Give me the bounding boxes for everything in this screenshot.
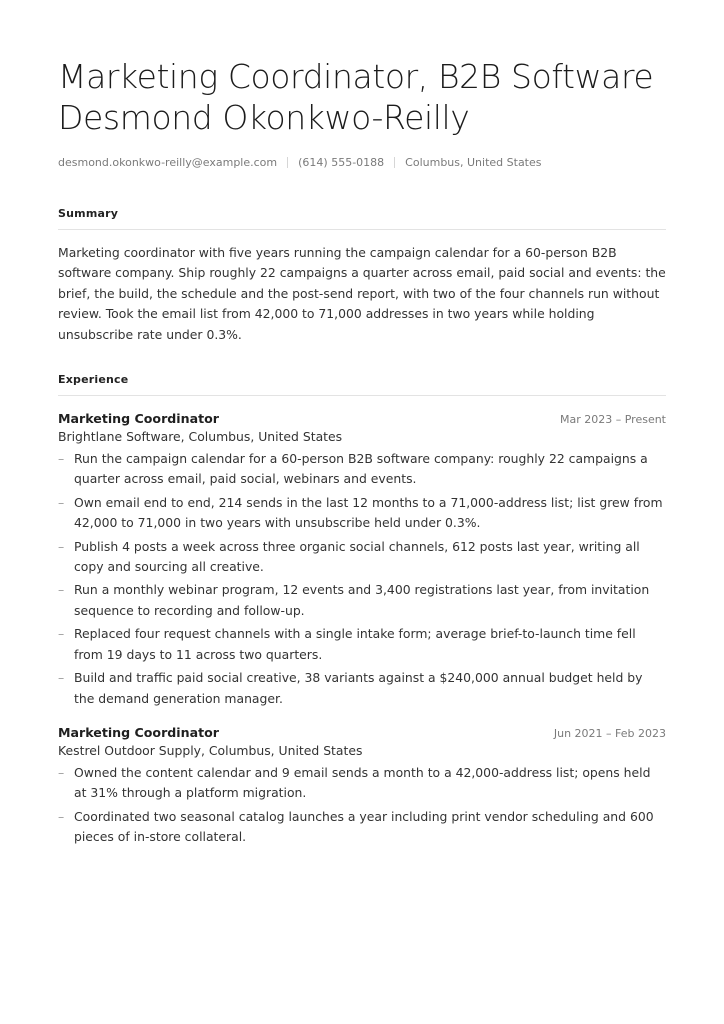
bullet-dash: – (58, 538, 65, 554)
job-entry (58, 725, 666, 848)
bullet-dash: – (58, 764, 65, 780)
job-bullet (58, 449, 666, 490)
bullet-dash: – (58, 494, 65, 510)
contact-divider (394, 157, 395, 168)
experience-heading: Experience (58, 373, 666, 396)
job-header (58, 725, 666, 740)
job-title: Marketing Coordinator (58, 411, 219, 427)
job-company: Brightlane Software, Columbus, United States (58, 429, 343, 445)
job-company: Kestrel Outdoor Supply, Columbus, United States (58, 742, 363, 758)
summary-text: Marketing coordinator with five years running the campaign calendar for a 60-person B2B software company. Ship roughly 22 campaigns a quarter across email, paid social and events: the brief, the build, the schedule and the post-send report, with two of the four channels run without review. Took the email list from 42,000 to 71,000 addresses in two years while holding unsubscribe rate under 0.3%. (58, 245, 666, 342)
contact-location: Columbus, United States (405, 156, 542, 169)
job-bullet (58, 668, 666, 709)
contact-email[interactable]: desmond.okonkwo-reilly@example.com (58, 156, 278, 169)
job-dates: Jun 2021 – Feb 2023 (553, 726, 666, 740)
bullet-dash: – (58, 670, 65, 686)
contact-line (58, 156, 666, 169)
contact-phone[interactable]: (614) 555-0188 (298, 156, 385, 169)
job-header (58, 411, 666, 426)
job-bullet (58, 624, 666, 665)
job-title: Marketing Coordinator (58, 724, 219, 740)
job-dates: Mar 2023 – Present (559, 413, 666, 427)
page-title: Marketing Coordinator, B2B Software Desmond Okonkwo-Reilly (58, 57, 654, 137)
job-bullets (58, 763, 666, 848)
contact-divider (287, 157, 288, 168)
bullet-text: Own email end to end, 214 sends in the last 12 months to a 71,000-address list; list grew from 42,000 to 71,000 in two years with unsubscribe held under 0.3%. (74, 494, 663, 531)
bullet-text: Publish 4 posts a week across three organic social channels, 612 posts last year, writing all copy and sourcing all creative. (74, 538, 640, 575)
job-bullet (58, 763, 666, 804)
job-entry (58, 411, 666, 709)
bullet-dash: – (58, 626, 65, 642)
job-bullet (58, 493, 666, 534)
bullet-text: Run the campaign calendar for a 60-person B2B software company: roughly 22 campaigns a quarter across email, paid social, webinars and events. (74, 451, 648, 487)
job-bullet (58, 807, 666, 848)
bullet-dash: – (58, 582, 65, 598)
bullet-dash: – (58, 808, 65, 824)
job-bullet (58, 537, 666, 578)
bullet-text: Replaced four request channels with a single intake form; average brief-to-launch time fell from 19 days to 11 across two quarters. (74, 626, 636, 662)
bullet-text: Owned the content calendar and 9 email sends a month to a 42,000-address list; opens held at 31% through a platform migration. (74, 764, 651, 801)
bullet-text: Run a monthly webinar program, 12 events and 3,400 registrations last year, from invitation sequence to recording and follow-up. (74, 582, 650, 618)
job-bullets (58, 449, 666, 709)
job-bullet (58, 580, 666, 621)
bullet-text: Coordinated two seasonal catalog launches a year including print vendor scheduling and 600 pieces of in-store collateral. (74, 808, 654, 845)
summary-heading: Summary (58, 207, 666, 230)
bullet-text: Build and traffic paid social creative, 38 variants against a $240,000 annual budget held by the demand generation manager. (74, 670, 643, 706)
bullet-dash: – (58, 451, 65, 467)
